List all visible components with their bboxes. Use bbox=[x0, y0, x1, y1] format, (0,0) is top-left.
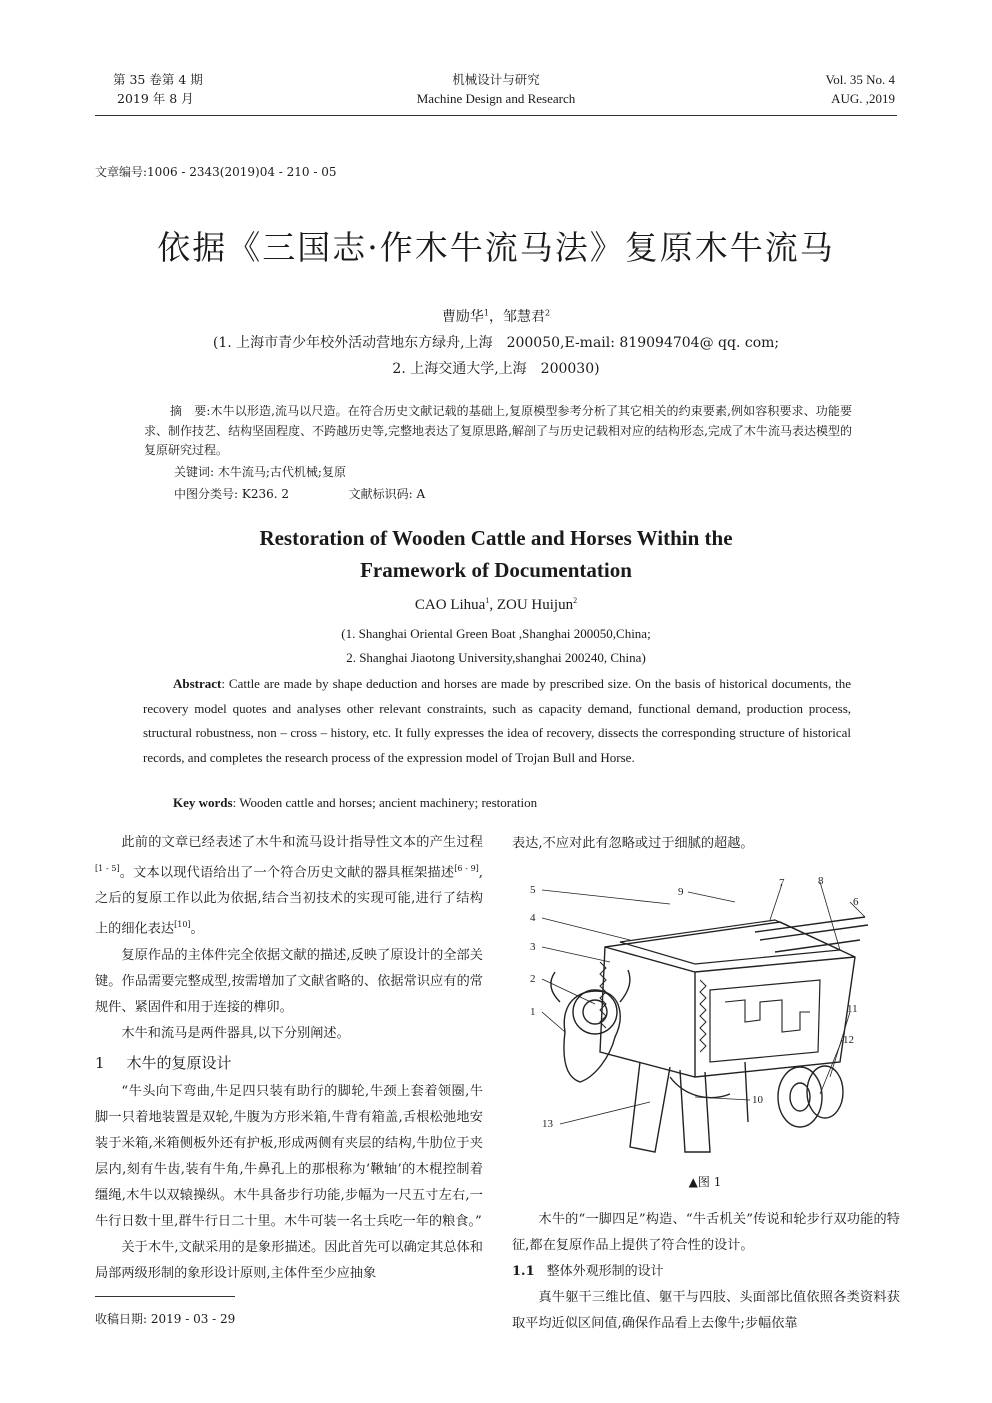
figure-label-4: 4 bbox=[530, 912, 536, 924]
figure-label-11: 11 bbox=[847, 1003, 858, 1015]
volume-issue-en: Vol. 35 No. 4 bbox=[825, 72, 895, 87]
paragraph-7: 真牛躯干三维比值、躯干与四肢、头面部比值依照各类资料获取平均近似区间值,确保作品看上去像牛;步幅依靠 bbox=[512, 1290, 900, 1331]
figure-label-1: 1 bbox=[530, 1006, 536, 1018]
affiliation-zh-2: 2. 上海交通大学,上海 200030) bbox=[392, 361, 600, 377]
p1-text-d: 。 bbox=[190, 921, 204, 937]
keywords-zh-label: 关键词: bbox=[174, 465, 215, 479]
author-2: 邹慧君 bbox=[503, 309, 545, 325]
author-2-sup: 2 bbox=[545, 308, 551, 318]
paragraph-6: 木牛的“一脚四足”构造、“牛舌机关”传说和轮步行双功能的特征,都在复原作品上提供了符合性的设计。 bbox=[512, 1212, 900, 1253]
author-en-separator: , bbox=[489, 597, 497, 613]
subsection-title: 整体外观形制的设计 bbox=[546, 1264, 664, 1279]
volume-issue: 第 35 卷第 4 期 bbox=[113, 72, 203, 87]
subsection-1-1-heading bbox=[512, 1259, 900, 1285]
affiliation-en-2: 2. Shanghai Jiaotong University,shanghai 200240, China) bbox=[346, 650, 646, 665]
author-1-sup: 1 bbox=[483, 308, 489, 318]
title-en-line-2: Framework of Documentation bbox=[360, 558, 632, 582]
affiliation-zh-1: (1. 上海市青少年校外活动营地东方绿舟,上海 200050,E-mail: 819094704@ qq. com; bbox=[212, 335, 780, 351]
keywords-en-label: Key words bbox=[173, 795, 233, 810]
paragraph-4: “牛头向下弯曲,牛足四只装有助行的脚轮,牛颈上套着领圈,牛脚一只着地装置是双轮,牛腹为方形米箱,牛背有箱盖,舌根松弛地安装于米箱,米箱侧板外还有护板,形成两侧有夹层的结构,牛肋位于夹层内,刻有牛齿,装有牛角,牛鼻孔上的那根称为‘鞦轴’的木棍控制着缰绳,木牛以双辕操纵。木牛具备步行功能,步幅为一尺五寸左右,一牛行日数十里,群牛行日二十里。木牛可装一名士兵吃一年的粮食。” bbox=[95, 1083, 483, 1229]
footnote-rule bbox=[95, 1296, 235, 1297]
figure-label-12: 12 bbox=[843, 1034, 854, 1046]
affiliation-en-1: (1. Shanghai Oriental Green Boat ,Shanghai 200050,China; bbox=[341, 626, 651, 641]
p1-text-b: 。文本以现代语给出了一个符合历史文献的器具框架描述 bbox=[119, 865, 455, 881]
figure-label-7: 7 bbox=[779, 877, 785, 889]
author-en-2: ZOU Huijun bbox=[496, 597, 574, 613]
section-1-number: 1 bbox=[95, 1053, 105, 1072]
author-en-1: CAO Lihua bbox=[414, 597, 486, 613]
figure-label-10: 10 bbox=[752, 1094, 763, 1106]
figure-label-3: 3 bbox=[530, 941, 536, 953]
journal-name-en: Machine Design and Research bbox=[416, 91, 576, 106]
received-date-footnote: 收稿日期: 2019 - 03 - 29 bbox=[95, 1312, 236, 1326]
abstract-en-text: : Cattle are made by shape deduction and horses are made by prescribed size. On the basis of historical documents, the recovery model quotes and analyses other relevant constraints, such as capacity demand, functional demand, production process, structural robustness, non – cross – history, etc. It fully expresses the idea of recovery, dissects the corresponding structure of historical records, and completes the research process of the expression model of Trojan Bull and Horse. bbox=[143, 676, 851, 765]
author-en-2-sup: 2 bbox=[573, 596, 578, 605]
section-1-title: 木牛的复原设计 bbox=[126, 1053, 232, 1072]
running-header-right bbox=[690, 70, 895, 108]
body-right-column bbox=[512, 1207, 900, 1337]
keywords-en-text: : Wooden cattle and horses; ancient machinery; restoration bbox=[232, 795, 538, 810]
issue-date-en: AUG. ,2019 bbox=[831, 91, 895, 106]
authors-zh bbox=[0, 306, 992, 326]
abstract-zh bbox=[144, 402, 852, 461]
title-zh: 依据《三国志·作木牛流马法》复原木牛流马 bbox=[157, 228, 835, 267]
paragraph-2: 复原作品的主体件完全依据文献的描述,反映了原设计的全部关键。作品需要完整成型,按需增加了文献省略的、依据常识应有的常规件、紧固件和用于连接的榫卯。 bbox=[95, 947, 483, 1015]
running-header-left bbox=[113, 70, 313, 108]
author-separator: ， bbox=[489, 309, 503, 325]
title-en bbox=[60, 522, 932, 586]
issue-date: 2019 年 8 月 bbox=[117, 91, 194, 106]
doc-code-label: 文献标识码: bbox=[348, 487, 413, 501]
paragraph-5: 关于木牛,文献采用的是象形描述。因此首先可以确定其总体和局部两级形制的象形设计原则,主体件至少应抽象 bbox=[95, 1239, 483, 1281]
author-1: 曹励华 bbox=[441, 309, 484, 325]
running-header-center bbox=[346, 70, 646, 108]
figure-1-wooden-cattle-drawing bbox=[520, 862, 890, 1172]
figure-label-5: 5 bbox=[530, 884, 536, 896]
body-left-column bbox=[95, 830, 483, 1287]
paragraph-3: 木牛和流马是两件器具,以下分别阐述。 bbox=[121, 1025, 350, 1041]
abstract-en-label: Abstract bbox=[173, 676, 222, 691]
body-right-continuation: 表达,不应对此有忽略或过于细腻的超越。 bbox=[512, 836, 754, 851]
p1-text-a: 此前的文章已经表述了木牛和流马设计指导性文本的产生过程 bbox=[121, 835, 483, 850]
doc-code-value: A bbox=[416, 487, 426, 501]
p1-text-c: ,之后的复原工作以此为依据,结合当初技术的实现可能,进行了结构上的细化表达 bbox=[95, 865, 483, 937]
figure-label-9: 9 bbox=[678, 886, 684, 898]
citation-1-5: [1 - 5] bbox=[95, 864, 120, 873]
figure-label-2: 2 bbox=[530, 973, 536, 985]
citation-6-9: [6 - 9] bbox=[454, 864, 479, 873]
abstract-en bbox=[143, 672, 851, 770]
title-en-line-1: Restoration of Wooden Cattle and Horses Within the bbox=[259, 526, 733, 550]
keywords-en bbox=[173, 795, 537, 811]
keywords-zh bbox=[174, 463, 346, 480]
author-en-1-sup: 1 bbox=[485, 596, 490, 605]
abstract-zh-text: 木牛以形造,流马以尺造。在符合历史文献记载的基础上,复原模型参考分析了其它相关的约束要素,例如容积要求、功能要求、制作技艺、结构坚固程度、不跨越历史等,完整地表达了复原思路,解剖了与历史记载相对应的结构形态,完成了木牛流马表达模型的复原研究过程。 bbox=[144, 404, 853, 457]
figure-label-8: 8 bbox=[818, 875, 824, 887]
keywords-zh-text: 木牛流马;古代机械;复原 bbox=[217, 465, 346, 479]
authors-en bbox=[0, 596, 992, 614]
classification-value: K236. 2 bbox=[241, 487, 290, 501]
figure-label-13: 13 bbox=[542, 1118, 553, 1130]
journal-name-zh: 机械设计与研究 bbox=[452, 72, 540, 87]
header-rule bbox=[95, 115, 897, 116]
figure-label-6: 6 bbox=[853, 896, 859, 908]
section-1-heading bbox=[95, 1049, 483, 1077]
classification-label: 中图分类号: bbox=[174, 487, 239, 501]
classification bbox=[174, 485, 425, 502]
subsection-number: 1.1 bbox=[512, 1264, 535, 1279]
article-number: 文章编号:1006 - 2343(2019)04 - 210 - 05 bbox=[95, 165, 337, 179]
paragraph-1 bbox=[95, 830, 483, 943]
abstract-zh-label: 摘 要: bbox=[170, 404, 211, 418]
citation-10: [10] bbox=[174, 920, 191, 930]
figure-caption: ▲图 1 bbox=[688, 1175, 722, 1189]
